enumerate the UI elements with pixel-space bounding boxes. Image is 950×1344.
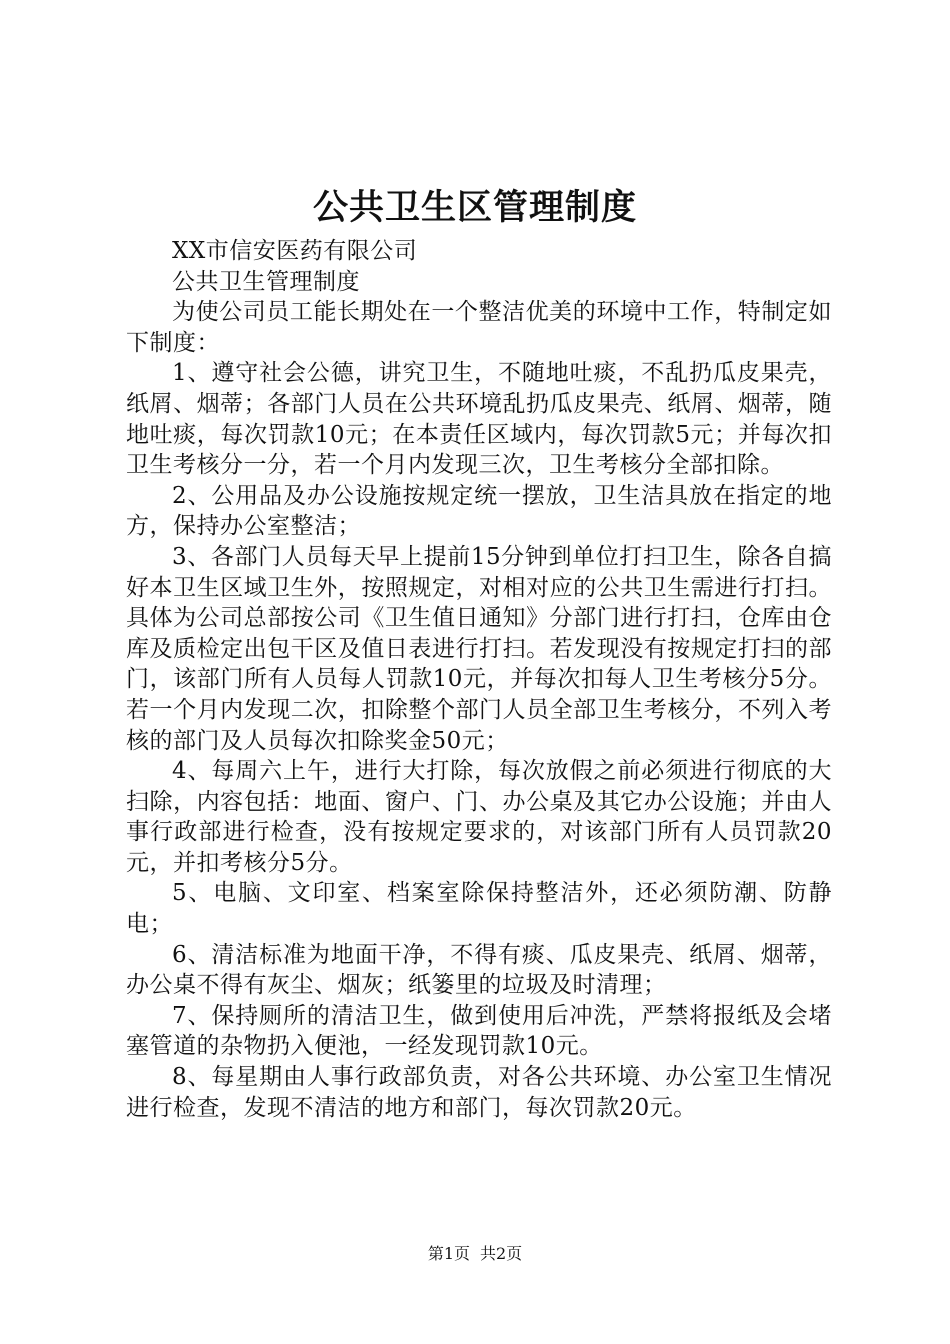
- rule-4: 4、每周六上午，进行大打除，每次放假之前必须进行彻底的大扫除，内容包括：地面、窗户、门、办公桌及其它办公设施；并由人事行政部进行检查，没有按规定要求的，对该部门所有人员罚款20元，并扣考核分5分。: [126, 758, 832, 876]
- rule-1: 1、遵守社会公德，讲究卫生，不随地吐痰，不乱扔瓜皮果壳，纸屑、烟蒂；各部门人员在公共环境乱扔瓜皮果壳、纸屑、烟蒂，随地吐痰，每次罚款10元；在本责任区域内，每次罚款5元；并每次扣卫生考核分一分，若一个月内发现三次，卫生考核分全部扣除。: [126, 360, 832, 479]
- rule-6: 6、清洁标准为地面干净，不得有痰、瓜皮果壳、纸屑、烟蒂，办公桌不得有灰尘、烟灰；纸篓里的垃圾及时清理；: [126, 941, 832, 999]
- rule-2: 2、公用品及办公设施按规定统一摆放，卫生洁具放在指定的地方，保持办公室整洁；: [126, 482, 832, 540]
- page-total: 共2页: [480, 1244, 523, 1263]
- rule-5: 5、电脑、文印室、档案室除保持整洁外，还必须防潮、防静电；: [126, 880, 832, 938]
- rule-8: 8、每星期由人事行政部负责，对各公共环境、办公室卫生情况进行检查，发现不清洁的地方和部门，每次罚款20元。: [126, 1064, 832, 1121]
- company-name: XX市信安医药有限公司: [172, 238, 418, 264]
- page-footer: [0, 1243, 950, 1265]
- intro-paragraph: 为使公司员工能长期处在一个整洁优美的环境中工作，特制定如下制度：: [126, 299, 832, 356]
- document-body: [126, 236, 832, 1123]
- document-title: 公共卫生区管理制度: [312, 187, 637, 228]
- rule-3: 3、各部门人员每天早上提前15分钟到单位打扫卫生，除各自搞好本卫生区域卫生外，按照规定，对相对应的公共卫生需进行打扫。具体为公司总部按公司《卫生值日通知》分部门进行打扫，仓库由仓库及质检定出包干区及值日表进行打扫。若发现没有按规定打扫的部门，该部门所有人员每人罚款10元，并每次扣每人卫生考核分5分。若一个月内发现二次，扣除整个部门人员全部卫生考核分，不列入考核的部门及人员每次扣除奖金50元；: [126, 543, 832, 754]
- page-number: 第1页: [427, 1244, 470, 1263]
- rule-7: 7、保持厕所的清洁卫生，做到使用后冲洗，严禁将报纸及会堵塞管道的杂物扔入便池，一经发现罚款10元。: [126, 1002, 832, 1060]
- subtitle: 公共卫生管理制度: [172, 268, 360, 295]
